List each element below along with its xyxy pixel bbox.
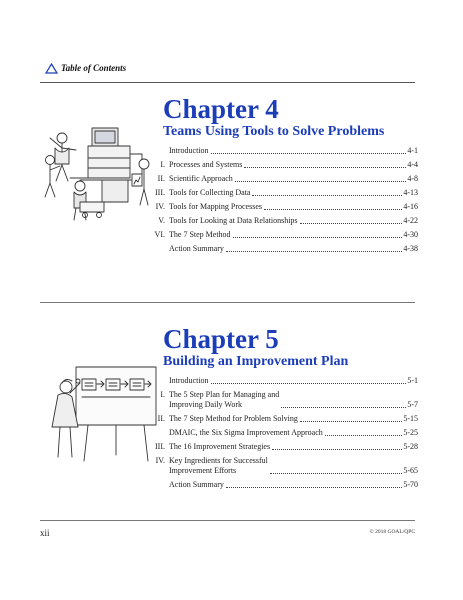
toc-entry[interactable] <box>155 202 418 212</box>
toc-label: Scientific Approach <box>169 174 233 183</box>
toc-label: Tools for Mapping Processes <box>169 202 262 211</box>
toc-number: V. <box>158 216 165 225</box>
toc-number: III. <box>155 442 165 451</box>
toc-page: 4-38 <box>403 244 418 253</box>
improvement-plan-illustration <box>48 365 160 465</box>
chapter-5-toc <box>155 376 418 490</box>
dot-leader <box>226 251 402 252</box>
dot-leader <box>233 237 403 238</box>
toc-label: Action Summary <box>169 244 224 253</box>
copyright-notice: © 2018 GOAL/QPC <box>369 529 415 535</box>
dot-leader <box>235 181 407 182</box>
toc-entry[interactable] <box>163 146 418 156</box>
toc-label: Tools for Looking at Data Relationships <box>169 216 298 225</box>
toc-label: The 7 Step Method <box>169 230 231 239</box>
toc-page: 4-1 <box>407 146 418 155</box>
toc-page: 5-25 <box>403 428 418 437</box>
toc-label: Key Ingredients for Successful Improvement Efforts <box>169 456 268 475</box>
toc-page: 5-65 <box>403 466 418 475</box>
chapter-5-title: Chapter 5 <box>163 324 279 354</box>
toc-label: Tools for Collecting Data <box>169 188 251 197</box>
toc-label: Introduction <box>169 146 209 155</box>
toc-number: I. <box>160 390 165 399</box>
chapter-4-section <box>154 94 418 258</box>
dot-leader <box>252 195 402 196</box>
toc-entry[interactable] <box>155 188 418 198</box>
dot-leader <box>281 407 406 408</box>
toc-entry[interactable] <box>163 376 418 386</box>
toc-number: III. <box>155 188 165 197</box>
dot-leader <box>264 209 402 210</box>
dot-leader <box>244 167 406 168</box>
toc-page: 4-8 <box>407 174 418 183</box>
toc-entry[interactable] <box>155 456 418 476</box>
toc-number: IV. <box>155 456 165 465</box>
toc-label: The 5 Step Plan for Managing and Improving Daily Work <box>169 390 280 409</box>
toc-page: 5-1 <box>407 376 418 385</box>
toc-number: VI. <box>154 230 165 239</box>
chapter-5-section <box>155 324 418 494</box>
section-divider <box>40 302 415 303</box>
dot-leader <box>211 153 407 154</box>
page-number: xii <box>40 528 50 538</box>
chapter-4-title: Chapter 4 <box>163 94 279 124</box>
toc-number: I. <box>160 160 165 169</box>
toc-page: 5-28 <box>403 442 418 451</box>
toc-label: Processes and Systems <box>169 160 243 169</box>
toc-label: Action Summary <box>169 480 224 489</box>
toc-page: 5-7 <box>407 400 418 409</box>
toc-entry[interactable] <box>163 244 418 254</box>
toc-entry[interactable] <box>154 230 418 240</box>
toc-page: 5-15 <box>403 414 418 423</box>
chapter-5-subtitle: Building an Improvement Plan <box>163 354 349 369</box>
toc-entry[interactable] <box>157 414 418 424</box>
header-divider <box>40 82 415 83</box>
dot-leader <box>211 383 407 384</box>
toc-entry[interactable] <box>160 390 418 410</box>
toc-entry[interactable] <box>155 442 418 452</box>
toc-page: 4-30 <box>403 230 418 239</box>
toc-label: The 16 Improvement Strategies <box>169 442 271 451</box>
team-tools-illustration <box>40 118 160 223</box>
dot-leader <box>226 487 402 488</box>
dot-leader <box>272 449 402 450</box>
toc-page: 5-70 <box>403 480 418 489</box>
header-title: Table of Contents <box>61 63 127 73</box>
toc-label: Introduction <box>169 376 209 385</box>
dot-leader <box>270 473 402 474</box>
toc-entry[interactable] <box>158 216 418 226</box>
dot-leader <box>325 435 403 436</box>
chapter-4-toc <box>154 146 418 254</box>
toc-entry[interactable] <box>160 160 418 170</box>
toc-entry[interactable] <box>163 428 418 438</box>
toc-number: IV. <box>155 202 165 211</box>
toc-number: II. <box>157 414 165 423</box>
chapter-4-subtitle: Teams Using Tools to Solve Problems <box>163 124 385 139</box>
toc-page: 4-22 <box>403 216 418 225</box>
dot-leader <box>300 223 403 224</box>
toc-page: 4-13 <box>403 188 418 197</box>
triangle-icon <box>45 63 58 74</box>
toc-page: 4-16 <box>403 202 418 211</box>
toc-entry[interactable] <box>163 480 418 490</box>
dot-leader <box>300 421 402 422</box>
toc-number: II. <box>157 174 165 183</box>
footer-divider <box>40 520 415 521</box>
toc-label: DMAIC, the Six Sigma Improvement Approach <box>169 428 323 437</box>
toc-page: 4-4 <box>407 160 418 169</box>
toc-label: The 7 Step Method for Problem Solving <box>169 414 298 423</box>
toc-entry[interactable] <box>157 174 418 184</box>
